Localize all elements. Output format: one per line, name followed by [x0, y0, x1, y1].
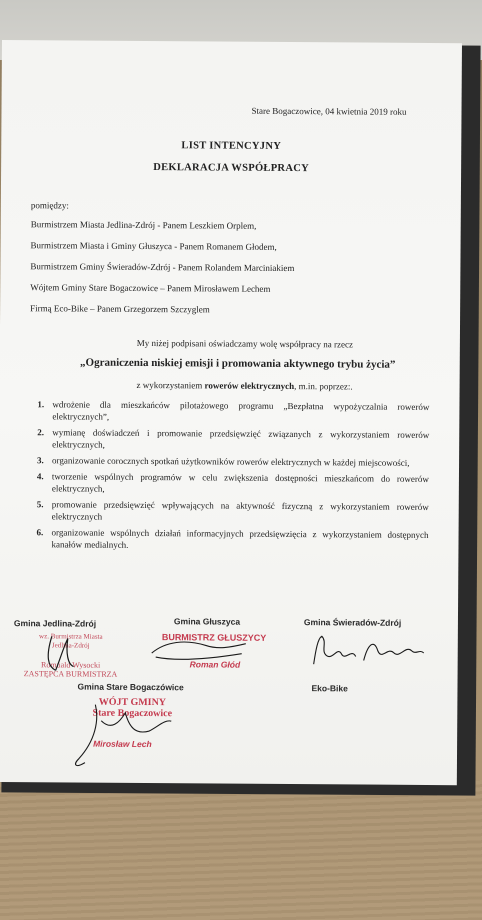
intro-text: My niżej podpisani oświadczamy wolę współpracy na rzecz — [136, 337, 354, 350]
list-item — [36, 526, 428, 553]
party-item: Wójtem Gminy Stare Bogaczowice – Panem Mirosławem Lechem — [30, 282, 271, 294]
document-subtitle: DEKLARACJA WSPÓŁPRACY — [153, 162, 310, 175]
stamp-line: Stare Bogaczowice — [92, 707, 173, 720]
using-pre: z wykorzystaniem — [136, 379, 203, 391]
desk-surface — [0, 780, 482, 920]
party-item: Firmą Eco-Bike – Panem Grzegorzem Szczyglem — [30, 303, 210, 315]
point-number: 4. — [36, 471, 44, 482]
stamp-bogaczowice-name: Mirosław Lech — [93, 738, 152, 750]
signatory-jedlina-heading: Gmina Jedlina-Zdrój — [13, 618, 97, 629]
signatory-ecobike-heading: Eko-Bike — [311, 683, 348, 694]
between-label: pomiędzy: — [30, 200, 69, 211]
point-text: organizowanie corocznych spotkań użytkowników rowerów elektrycznych w każdej miejscowości, — [52, 455, 410, 468]
signature-swieradow — [308, 630, 428, 671]
point-text: wymianę doświadczeń i promowanie przedsięwzięć związanych z wykorzystaniem rowerów elektrycznych, — [52, 427, 430, 450]
list-item — [37, 454, 429, 469]
party-item: Burmistrzem Miasta Jedlina-Zdrój - Panem Leszkiem Orplem, — [30, 219, 257, 231]
place-date: Stare Bogaczowice, 04 kwietnia 2019 roku — [251, 105, 407, 117]
point-text: organizowanie wspólnych działań informacyjnych przedsięwzięcia z wykorzystaniem dostępnych kanałów medialnych. — [51, 527, 429, 550]
point-number: 5. — [36, 499, 44, 510]
party-item: Burmistrzem Miasta i Gminy Głuszyca - Panem Romanem Głodem, — [30, 240, 277, 252]
using-line — [0, 379, 460, 392]
stamp-line: Jedlina-Zdrój — [51, 641, 90, 650]
list-item — [37, 498, 429, 525]
signature-bogaczowice — [65, 700, 175, 771]
stamp-line: wz. Burmistrza Miasta — [39, 632, 103, 641]
using-post: , m.in. poprzez:. — [294, 381, 353, 392]
headline: „Ograniczenia niskiej emisji i promowania aktywnego trybu życia” — [79, 356, 396, 371]
point-number: 2. — [37, 427, 45, 438]
stamp-line: Romuald Wysocki — [41, 660, 101, 670]
letter-document — [0, 40, 462, 785]
stamp-gluszyca-title: BURMISTRZ GŁUSZYCY — [161, 632, 267, 643]
party-item: Burmistrzem Gminy Świeradów-Zdrój - Panem Rolandem Marciniakiem — [30, 261, 295, 274]
point-number: 6. — [36, 527, 44, 538]
signatory-swieradow-heading: Gmina Świeradów-Zdrój — [303, 617, 402, 628]
point-text: tworzenie wspólnych programów w celu zwiększenia dostępności mieszkańcom do rowerów elektrycznych, — [51, 471, 429, 494]
signatory-bogaczowice-heading: Gmina Stare Bogaczówice — [77, 681, 184, 693]
parties-list — [30, 218, 295, 325]
stamp-gluszyca-name: Roman Głód — [189, 659, 241, 670]
stamp-line: WÓJT GMINY — [98, 696, 167, 709]
signatory-gluszyca-heading: Gmina Głuszyca — [173, 616, 241, 627]
signature-jedlina — [38, 626, 88, 676]
list-item — [37, 426, 429, 453]
points-list — [36, 398, 429, 557]
list-item — [37, 398, 429, 425]
stamp-line: ZASTĘPCA BURMISTRZA — [23, 669, 118, 679]
document-title: LIST INTENCYJNY — [181, 140, 282, 152]
using-bold: rowerów elektrycznych — [204, 380, 295, 392]
point-text: wdrożenie dla mieszkańców pilotażowego programu „Bezpłatna wypożyczalnia rowerów elektrycznych”, — [52, 399, 430, 422]
point-text: promowanie przedsięwzięć wpływających na aktywność fizyczną z wykorzystaniem rowerów elektrycznych — [51, 499, 429, 522]
point-number: 1. — [37, 399, 45, 410]
point-number: 3. — [37, 455, 44, 466]
list-item — [37, 470, 429, 497]
